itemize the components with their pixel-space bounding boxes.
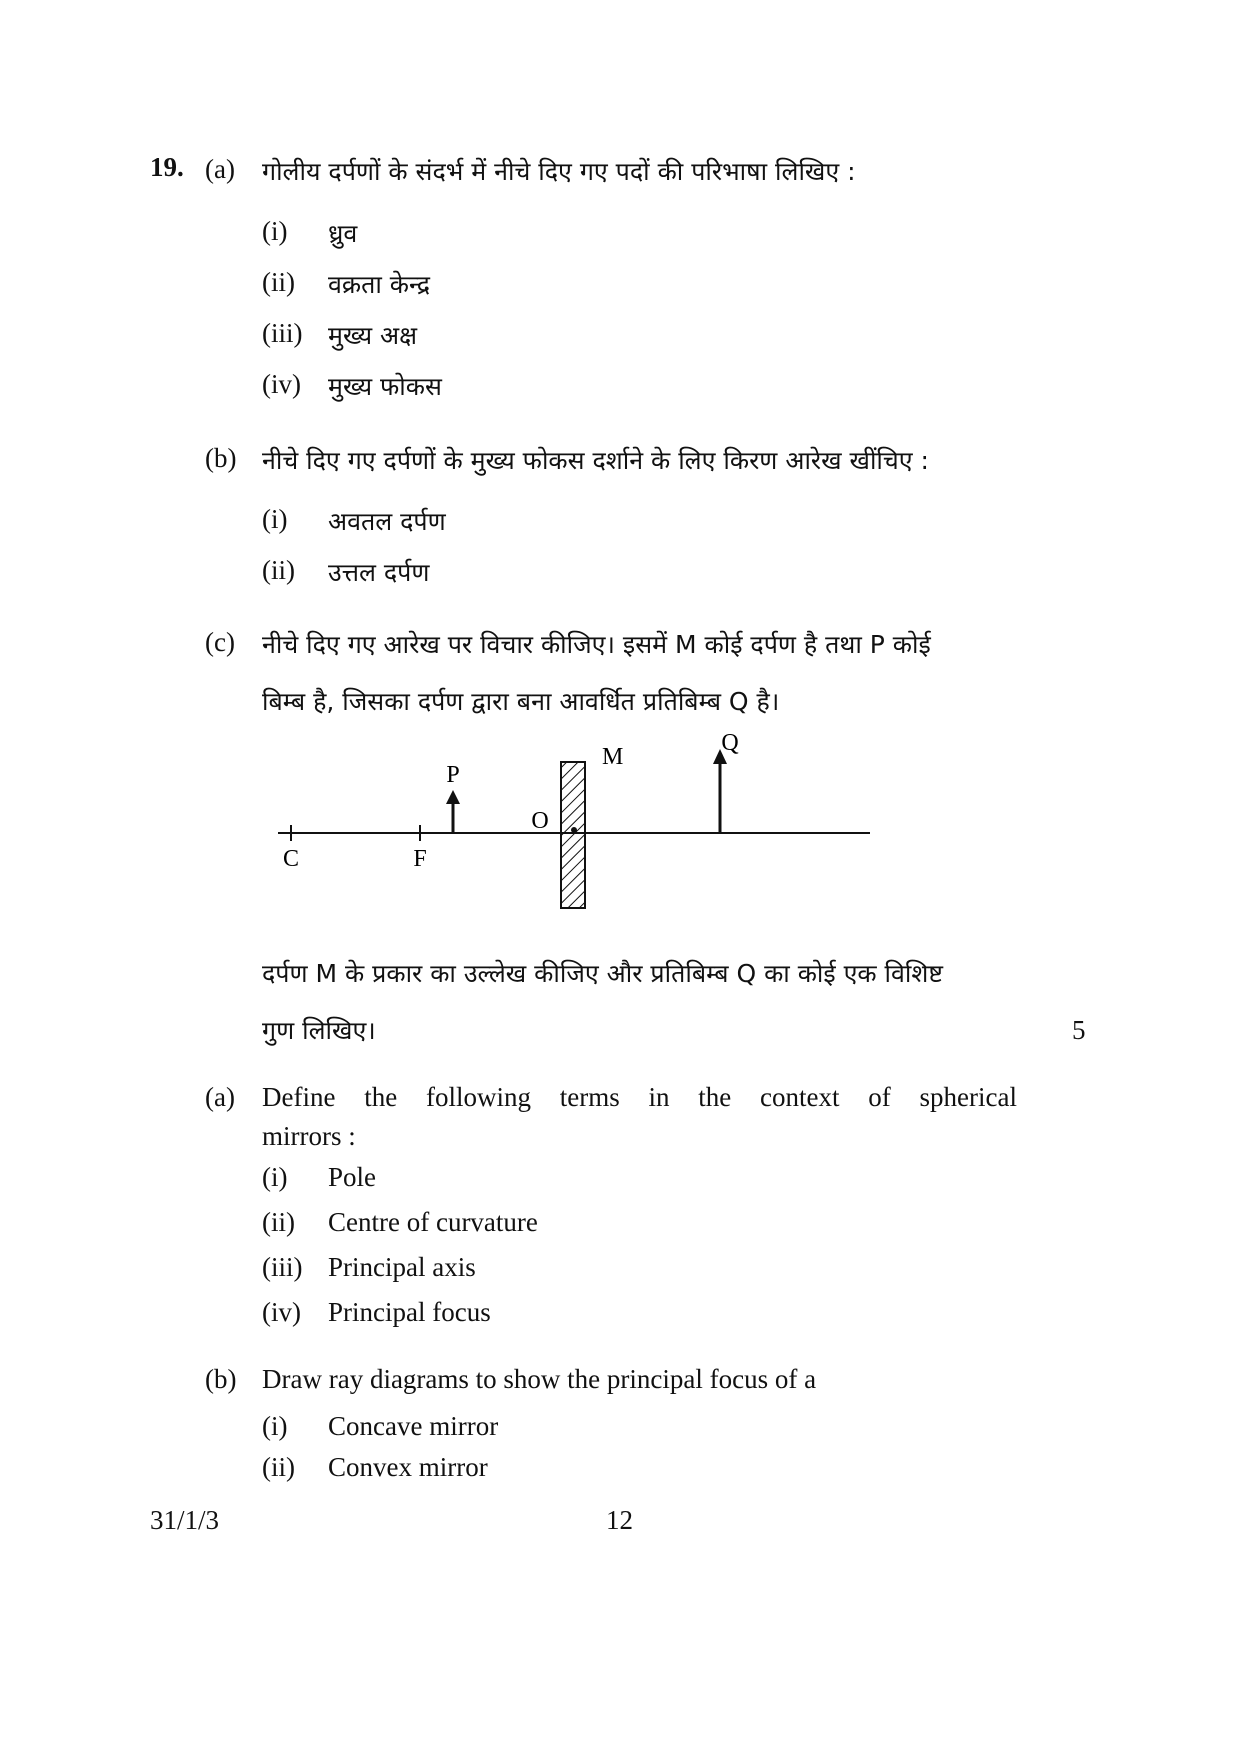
- hindi-c-line1: नीचे दिए गए आरेख पर विचार कीजिए। इसमें M कोई दर्पण है तथा P कोई: [262, 630, 931, 659]
- english-b-item-text: Convex mirror: [328, 1452, 488, 1482]
- english-b-item-num: (i): [262, 1411, 288, 1441]
- hindi-c-question-line2: गुण लिखिए।: [262, 1016, 376, 1045]
- hindi-c-label: (c): [205, 627, 235, 657]
- hindi-a-item-num: (iii): [262, 318, 303, 348]
- hindi-b-item-num: (i): [262, 504, 288, 534]
- english-b-label: (b): [205, 1364, 237, 1394]
- english-a-item-num: (ii): [262, 1207, 295, 1237]
- hindi-b-label: (b): [205, 443, 237, 473]
- hindi-a-item-num: (iv): [262, 369, 301, 399]
- hindi-a-item-num: (ii): [262, 267, 295, 297]
- hindi-b-item-num: (ii): [262, 555, 295, 585]
- english-a-item-text: Pole: [328, 1162, 377, 1192]
- hindi-a-item-text: वक्रता केन्द्र: [328, 270, 430, 299]
- marks: 5: [1072, 1015, 1086, 1045]
- english-a-line2: mirrors :: [262, 1121, 356, 1151]
- hindi-a-item-text: मुख्य फोकस: [328, 372, 442, 401]
- label-m: M: [602, 744, 624, 770]
- object-p-arrowhead: [446, 790, 460, 804]
- question-number: 19.: [150, 152, 184, 182]
- english-a-label: (a): [205, 1082, 235, 1112]
- hindi-a-item-text: मुख्य अक्ष: [328, 321, 418, 350]
- label-f: F: [413, 846, 427, 872]
- english-a-item-text: Principal axis: [328, 1252, 476, 1282]
- english-b-item-text: Concave mirror: [328, 1411, 499, 1441]
- hindi-b-item-text: अवतल दर्पण: [328, 507, 446, 536]
- hindi-c-line2: बिम्ब है, जिसका दर्पण द्वारा बना आवर्धित प्रतिबिम्ब Q है।: [262, 687, 780, 716]
- label-o: O: [531, 808, 549, 834]
- english-a-item-num: (iii): [262, 1252, 303, 1282]
- hindi-c-question-line1: दर्पण M के प्रकार का उल्लेख कीजिए और प्रतिबिम्ब Q का कोई एक विशिष्ट: [262, 959, 944, 988]
- english-a-line1: Define the following terms in the context of spherical: [262, 1082, 1017, 1112]
- hindi-a-item-text: ध्रुव: [328, 219, 358, 248]
- hindi-b-text: नीचे दिए गए दर्पणों के मुख्य फोकस दर्शाने के लिए किरण आरेख खींचिए :: [262, 446, 929, 475]
- mirror-m: [561, 762, 585, 908]
- pole-point: [571, 827, 577, 833]
- page-number: 12: [606, 1505, 633, 1535]
- english-b-item-num: (ii): [262, 1452, 295, 1482]
- paper-code: 31/1/3: [150, 1505, 220, 1535]
- hindi-a-text: गोलीय दर्पणों के संदर्भ में नीचे दिए गए पदों की परिभाषा लिखिए :: [262, 157, 856, 186]
- hindi-a-label: (a): [205, 154, 235, 184]
- english-a-item-text: Principal focus: [328, 1297, 491, 1327]
- mirror-diagram: [270, 730, 890, 920]
- label-c: C: [282, 846, 300, 872]
- english-a-item-text: Centre of curvature: [328, 1207, 538, 1237]
- english-b-text: Draw ray diagrams to show the principal focus of a: [262, 1364, 817, 1394]
- hindi-b-item-text: उत्तल दर्पण: [328, 558, 430, 587]
- hindi-a-item-num: (i): [262, 216, 288, 246]
- english-a-item-num: (iv): [262, 1297, 301, 1327]
- english-a-item-num: (i): [262, 1162, 288, 1192]
- label-q: Q: [721, 730, 739, 756]
- label-p: P: [446, 762, 460, 788]
